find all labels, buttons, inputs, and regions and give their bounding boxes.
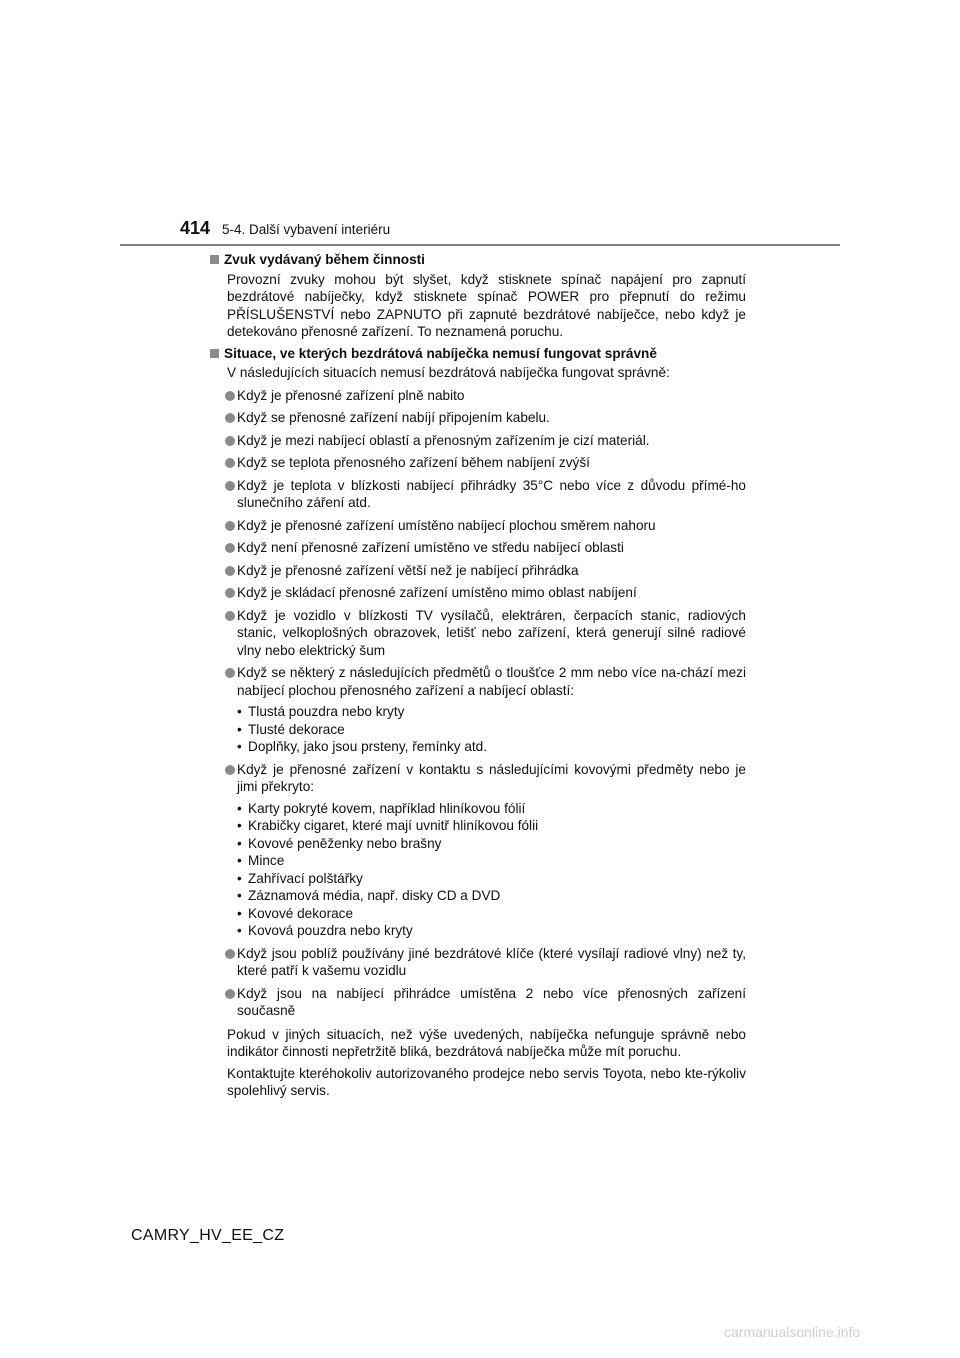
thickness-items-list bbox=[210, 703, 746, 756]
paragraph-malfunction: Pokud v jiných situacích, než výše uvedených, nabíječka nefunguje správně nebo indikátor činnosti nepřetržitě bliká, bezdrátová nabíječka může mít poruchu. bbox=[227, 1026, 746, 1059]
list-item: Když je vozidlo v blízkosti TV vysílačů, elektráren, čerpacích stanic, radiových stanic, velkoplošných obrazovek, letišť nebo zařízení, která generují silné radiové vlny nebo elektrický šum bbox=[210, 607, 746, 660]
list-item: Když jsou poblíž používány jiné bezdrátové klíče (které vysílají radiové vlny) než ty, které patří k vašemu vozidlu bbox=[210, 945, 746, 980]
sub-list-item: • Tlustá pouzdra nebo kryty bbox=[237, 703, 746, 721]
circle-bullet-icon bbox=[225, 521, 235, 531]
list-item: Když se přenosné zařízení nabíjí připojením kabelu. bbox=[210, 409, 746, 427]
paragraph-sound: Provozní zvuky mohou být slyšet, když stisknete spínač napájení pro zapnutí bezdrátové nabíječky, když stisknete spínač POWER pro přepnutí do režimu PŘÍSLUŠENSTVÍ nebo ZAPNUTO při zapnuté bezdrátové nabíječce, nebo když je detekováno přenosné zařízení. To neznamená poruchu. bbox=[227, 271, 746, 339]
circle-bullet-icon bbox=[225, 566, 235, 576]
square-bullet-icon bbox=[210, 255, 219, 264]
circle-bullet-icon bbox=[225, 458, 235, 468]
square-bullet-icon bbox=[210, 349, 219, 358]
circle-bullet-icon bbox=[225, 391, 235, 401]
watermark: carmanualsonline.info bbox=[724, 1324, 861, 1340]
circle-bullet-icon bbox=[225, 413, 235, 423]
circle-bullet-icon bbox=[225, 611, 235, 621]
circle-bullet-icon bbox=[225, 436, 235, 446]
sub-list-item: • Záznamová média, např. disky CD a DVD bbox=[237, 887, 746, 905]
main-content bbox=[210, 251, 746, 1104]
header-divider bbox=[120, 244, 840, 246]
circle-bullet-icon bbox=[225, 588, 235, 598]
sub-list-item: • Kovová pouzdra nebo kryty bbox=[237, 922, 746, 940]
circle-bullet-icon bbox=[225, 765, 235, 775]
circle-bullet-icon bbox=[225, 949, 235, 959]
list-item: Když je přenosné zařízení v kontaktu s následujícími kovovými předměty nebo je jimi překryto: bbox=[210, 761, 746, 796]
circle-bullet-icon bbox=[225, 668, 235, 678]
paragraph-intro: V následujících situacích nemusí bezdrátová nabíječka fungovat správně: bbox=[227, 365, 670, 380]
list-item: Když jsou na nabíjecí přihrádce umístěna 2 nebo více přenosných zařízení současně bbox=[210, 985, 746, 1020]
page-number: 414 bbox=[180, 218, 211, 238]
list-item: Když se teplota přenosného zařízení během nabíjení zvýší bbox=[210, 454, 746, 472]
sub-list-item: • Zahřívací polštářky bbox=[237, 870, 746, 888]
heading-situations: Situace, ve kterých bezdrátová nabíječka nemusí fungovat správně bbox=[210, 345, 746, 363]
sub-list-item: • Krabičky cigaret, které mají uvnitř hliníkovou fólii bbox=[237, 817, 746, 835]
list-item: Když je teplota v blízkosti nabíjecí přihrádky 35°C nebo více z důvodu přímé-ho slunečního záření atd. bbox=[210, 477, 746, 512]
section-title: 5-4. Další vybavení interiéru bbox=[222, 222, 391, 237]
sub-list-item: • Mince bbox=[237, 852, 746, 870]
heading-sound: Zvuk vydávaný během činnosti bbox=[210, 251, 746, 269]
list-item: Když je skládací přenosné zařízení umístěno mimo oblast nabíjení bbox=[210, 584, 746, 602]
list-item: Když se některý z následujících předmětů o tloušťce 2 mm nebo více na-chází mezi nabíjecí plochou přenosného zařízení a nabíjecí oblastí: bbox=[210, 664, 746, 699]
list-item: Když je přenosné zařízení plně nabito bbox=[210, 387, 746, 405]
sub-list-item: • Kovové peněženky nebo brašny bbox=[237, 835, 746, 853]
metal-items-list bbox=[210, 800, 746, 940]
list-item: Když je přenosné zařízení umístěno nabíjecí plochou směrem nahoru bbox=[210, 517, 746, 535]
list-item: Když je přenosné zařízení větší než je nabíjecí přihrádka bbox=[210, 562, 746, 580]
circle-bullet-icon bbox=[225, 481, 235, 491]
circle-bullet-icon bbox=[225, 989, 235, 999]
circle-bullet-icon bbox=[225, 543, 235, 553]
sub-list-item: • Kovové dekorace bbox=[237, 905, 746, 923]
paragraph-contact: Kontaktujte kteréhokoliv autorizovaného prodejce nebo servis Toyota, nebo kte-rýkoliv spolehlivý servis. bbox=[227, 1065, 746, 1098]
sub-list-item: • Doplňky, jako jsou prsteny, řemínky atd. bbox=[237, 738, 746, 756]
list-item: Když není přenosné zařízení umístěno ve středu nabíjecí oblasti bbox=[210, 539, 746, 557]
sub-list-item: • Karty pokryté kovem, například hliníkovou fólií bbox=[237, 800, 746, 818]
footer-code: CAMRY_HV_EE_CZ bbox=[131, 1227, 285, 1244]
list-item: Když je mezi nabíjecí oblastí a přenosným zařízením je cizí materiál. bbox=[210, 432, 746, 450]
sub-list-item: • Tlusté dekorace bbox=[237, 721, 746, 739]
